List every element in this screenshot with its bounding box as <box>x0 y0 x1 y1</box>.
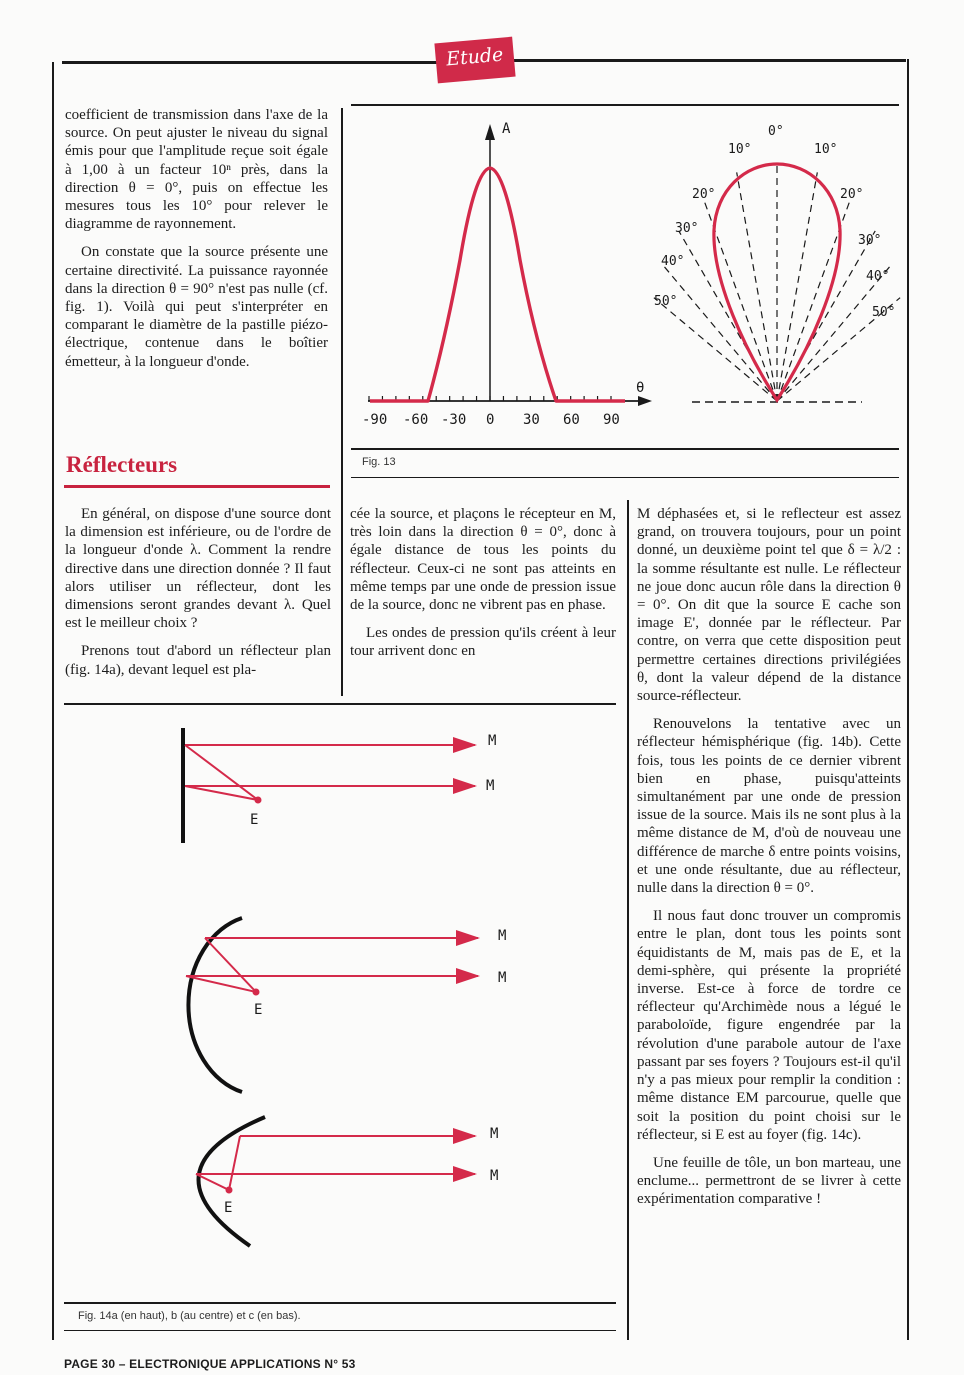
paragraph: Prenons tout d'abord un réflecteur plan (fig. 14a), devant lequel est pla- <box>65 643 331 678</box>
source-label: E <box>250 812 259 828</box>
x-tick-label: -60 <box>403 412 429 428</box>
paragraph: Il nous faut donc trouver un compromis entre le plan, dont tous les points sont équidistants de M, mais pas de E, et la demi-sphère, qui présente la propriété inverse. Est-ce à force de tordre ce réflecteur qu'Archimède nous a légué le paraboloïde, figure engendrée par la révolution d'une parabole autour de l'axe passant par ses foyers ? Toujours est-il qu'il n'y a pas mieux pour remplir la condition : même distance EM parcourue, quelle que soit la position du point choisi sur le réflecteur, si E est au foyer (fig. 14c). <box>637 908 901 1143</box>
polar-label-left-50: 50° <box>654 294 678 309</box>
x-tick-labels <box>362 412 620 428</box>
y-axis-label: A <box>502 121 511 137</box>
paragraph: Les ondes de pression qu'ils créent à leur tour arrivent donc en <box>350 625 616 660</box>
x-axis-label: θ <box>636 380 645 396</box>
ray-path <box>185 745 258 800</box>
polar-label-left-40: 40° <box>661 254 685 269</box>
fig14c <box>196 1117 498 1246</box>
polar-label-right-30: 30° <box>858 233 882 248</box>
hemisphere-reflector <box>188 918 242 1092</box>
polar-label-left-20: 20° <box>692 187 716 202</box>
page-footer: PAGE 30 – ELECTRONIQUE APPLICATIONS N° 53 <box>64 1357 356 1371</box>
x-tick-label: 90 <box>603 412 620 428</box>
badge-label: Etude <box>445 43 505 71</box>
radiation-curve <box>370 168 625 401</box>
fig14-caption: Fig. 14a (en haut), b (au centre) et c (en bas). <box>78 1310 301 1322</box>
fig14-bottom-rule <box>64 1302 616 1304</box>
x-tick-label: 0 <box>486 412 495 428</box>
source-point <box>226 1187 233 1194</box>
receiver-label: M <box>486 778 495 794</box>
paragraph: On constate que la source présente une certaine directivité. La puissance rayonnée dans la direction θ = 90° n'est pas nulle (cf. fig. 1). Voilà qui peut s'interpréter en comparant le diamètre de la pastille piézo-électrique, contenue dans le boîtier émetteur, à la longueur d'onde. <box>65 244 328 370</box>
paragraph: coefficient de transmission dans l'axe de la source. On peut ajuster le niveau du signal émis pour que l'amplitude reçue soit égale à 1,00 à un facteur 10ⁿ près, dans la direction θ = 0°, puis on effectue les mesures tous les 10° pour relever le diagramme de rayonnement. <box>65 107 328 233</box>
polar-label-right-50: 50° <box>872 305 896 320</box>
fig14a <box>183 728 496 843</box>
x-axis-arrow <box>638 396 652 406</box>
x-tick-label: -30 <box>441 412 467 428</box>
paragraph: Une feuille de tôle, un bon marteau, une enclume... permettront de se livrer à cette expérimentation comparative ! <box>637 1154 901 1208</box>
paragraph: En général, on dispose d'une source dont la dimension est inférieure, ou de l'ordre de la longueur d'onde λ. Comment la rendre directive dans une direction donnée ? Il faut alors utiliser un réflecteur, dont les dimensions seront grandes devant λ. Quel est le meilleur choix ? <box>65 506 331 632</box>
x-tick-label: -90 <box>362 412 388 428</box>
heading-underline <box>64 485 330 488</box>
polar-label-right-40: 40° <box>866 269 890 284</box>
paragraph: M déphasées et, si le reflecteur est assez grand, on trouvera toujours, pour un point donné, un deuxième point tel que δ = λ/2 : la somme résultante est nulle. Le réflecteur ne joue donc aucun rôle dans la direction θ = 0°. On dit que la source E cache son image E', donnée par le réflecteur. Par contre, on verra que cette disposition peut permettre certaines directions privilégiées θ, dont la valeur dépend de la distance source-réflecteur. <box>637 506 901 705</box>
col2-text <box>350 505 616 671</box>
receiver-label: M <box>490 1168 499 1184</box>
y-axis-arrow <box>485 124 495 140</box>
col1-bottom-text <box>65 505 331 689</box>
receiver-label: M <box>490 1126 499 1142</box>
receiver-label: M <box>498 928 507 944</box>
source-label: E <box>224 1200 233 1216</box>
section-heading: Réflecteurs <box>66 452 178 477</box>
polar-label-right-20: 20° <box>840 187 864 202</box>
source-label: E <box>254 1002 263 1018</box>
receiver-label: M <box>498 970 507 986</box>
polar-label-left-10: 10° <box>728 142 752 157</box>
polar-ray <box>777 264 892 401</box>
polar-label-0: 0° <box>768 124 784 139</box>
x-tick-label: 30 <box>523 412 540 428</box>
fig14b <box>186 918 506 1092</box>
paragraph: Renouvelons la tentative avec un réflecteur hémisphérique (fig. 14b). Cette fois, tous les points de ce dernier vibrent bien en phase, puisqu'atteints simultanément par une onde de pression issue de la source. Mais ils ne sont plus à la même distance de M, d'où de nouveau une différence de marche δ entre points voisins, et une onde résultante, due au réflecteur, nulle dans la direction θ = 0°. <box>637 716 901 897</box>
polar-label-right-10: 10° <box>814 142 838 157</box>
fig13-graph <box>0 0 964 480</box>
polar-label-left-30: 30° <box>675 221 699 236</box>
fig14-bottom-rule-2 <box>64 1330 616 1331</box>
source-point <box>253 989 260 996</box>
receiver-label: M <box>488 733 497 749</box>
fig13-caption: Fig. 13 <box>362 456 396 468</box>
x-tick-label: 60 <box>563 412 580 428</box>
polar-ray <box>662 264 777 401</box>
source-point <box>255 797 262 804</box>
fig14-diagrams <box>0 700 964 1300</box>
paragraph: cée la source, et plaçons le récepteur en M, très loin dans la direction θ = 0°, donc à égale distance de tous les points du réflecteur. Ceux-ci ne sont pas atteints en même temps par une onde de pression issue de la source, donc ne vibrent pas en phase. <box>350 506 616 614</box>
